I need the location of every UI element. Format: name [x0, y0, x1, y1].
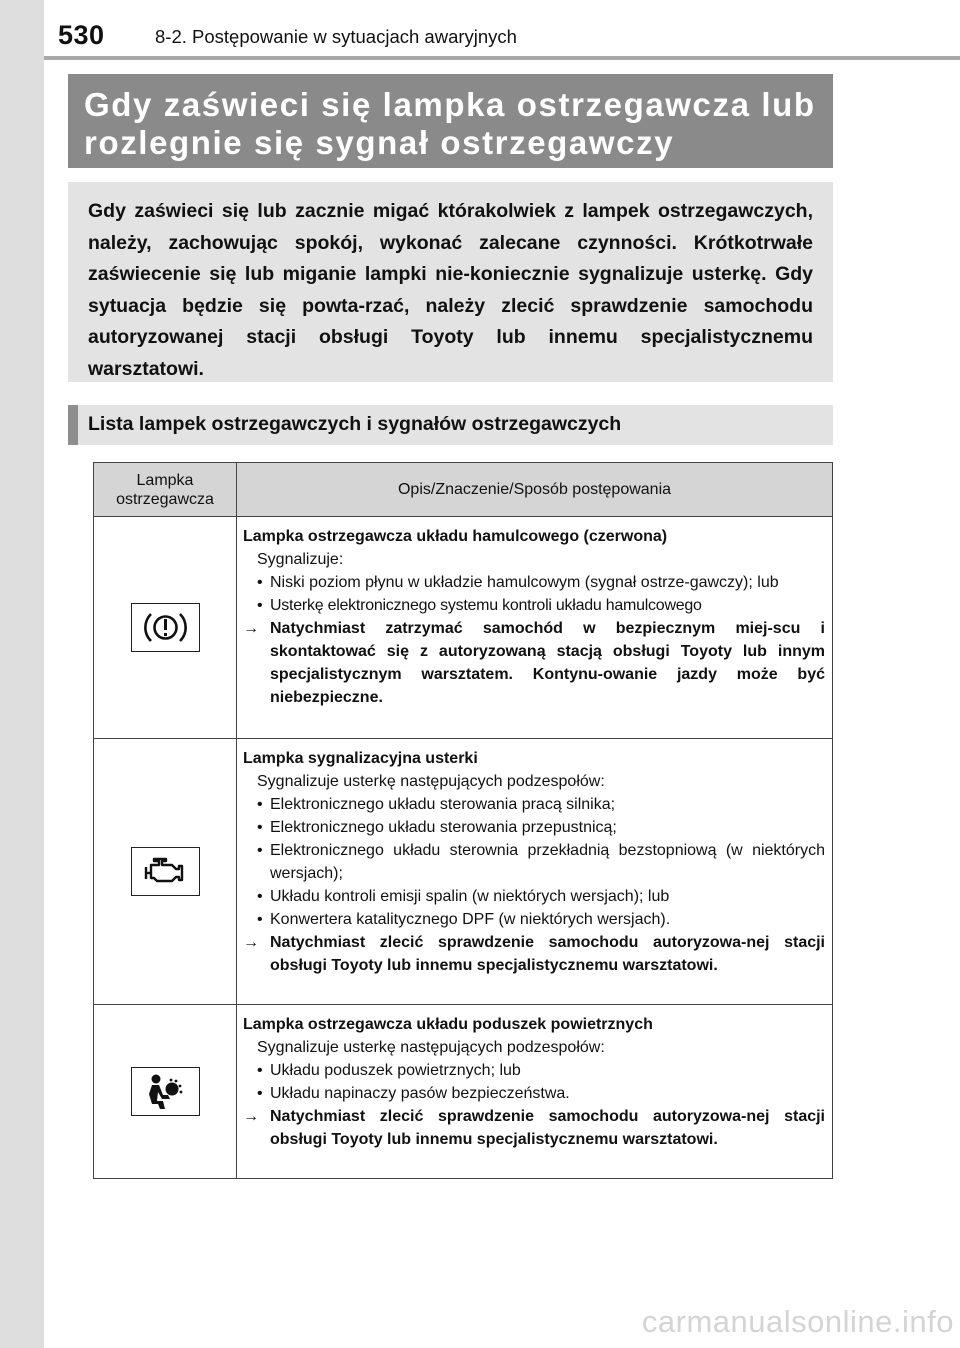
- subheading: Lista lampek ostrzegawczych i sygnałów ostrzegawczych: [68, 405, 833, 445]
- action-text: → Natychmiast zatrzymać samochód w bezpiecznym miej-scu i skontaktować się z autoryzowaną stacją obsługi Toyoty lub innym specjalistycznym warsztatem. Kontynu-owanie jazdy może być niebezpieczne.: [243, 617, 825, 709]
- watermark: carmanualsonline.info: [641, 1304, 954, 1339]
- page-header: [44, 20, 960, 58]
- lamp-title: Lampka ostrzegawcza układu hamulcowego (czerwona): [243, 528, 668, 545]
- description-cell: [237, 739, 833, 1005]
- list-item: • Układu kontroli emisji spalin (w niektórych wersjach); lub: [243, 885, 825, 908]
- action-text: → Natychmiast zlecić sprawdzenie samochodu autoryzowa-nej stacji obsługi Toyoty lub innemu specjalistycznemu warsztatowi.: [243, 1105, 825, 1151]
- list-item: • Konwertera katalitycznego DPF (w niektórych wersjach).: [243, 908, 825, 931]
- list-item: • Elektronicznego układu sterownia przekładnią bezstopniową (w niektórych wersjach);: [243, 839, 825, 885]
- icon-cell: [94, 739, 237, 1005]
- icon-cell: [94, 517, 237, 739]
- column-header-description: Opis/Znaczenie/Sposób postępowania: [237, 463, 833, 517]
- page-number: 530: [58, 20, 105, 50]
- action-text: → Natychmiast zlecić sprawdzenie samochodu autoryzowa-nej stacji obsługi Toyoty lub innemu specjalistycznemu warsztatowi.: [243, 931, 825, 977]
- page-title: Gdy zaświeci się lampka ostrzegawcza lub rozlegnie się sygnał ostrzegawczy: [68, 74, 833, 168]
- list-item: • Usterkę elektronicznego systemu kontroli układu hamulcowego: [243, 594, 825, 617]
- list-item: • Układu poduszek powietrznych; lub: [243, 1059, 825, 1082]
- signals-label: Sygnalizuje usterkę następujących podzespołów:: [257, 773, 605, 790]
- side-strip: [0, 0, 44, 1348]
- icon-cell: [94, 1005, 237, 1179]
- check-engine-icon: [131, 847, 200, 896]
- table-row: [94, 517, 833, 739]
- list-item: • Elektronicznego układu sterowania pracą silnika;: [243, 793, 825, 816]
- column-header-lamp: Lampka ostrzegawcza: [94, 463, 237, 517]
- lamp-title: Lampka ostrzegawcza układu poduszek powietrznych: [243, 1016, 653, 1033]
- section-title: 8-2. Postępowanie w sytuacjach awaryjnych: [155, 26, 517, 47]
- intro-text: Gdy zaświeci się lub zacznie migać którakolwiek z lampek ostrzegawczych, należy, zachowując spokój, wykonać zalecane czynności. Krótkotrwałe zaświecenie się lub miganie lampki nie-koniecznie sygnalizuje usterkę. Gdy sytuacja będzie się powta-rzać, należy zlecić sprawdzenie samochodu autoryzowanej stacji obsługi Toyoty lub innemu specjalistycznemu warsztatowi.: [68, 182, 833, 382]
- list-item: • Układu napinaczy pasów bezpieczeństwa.: [243, 1082, 825, 1105]
- table-row: [94, 739, 833, 1005]
- lamp-title: Lampka sygnalizacyjna usterki: [243, 750, 478, 767]
- header-rule: [44, 56, 960, 60]
- table-header-row: [94, 463, 833, 517]
- description-cell: [237, 1005, 833, 1179]
- airbag-warning-icon: [131, 1067, 200, 1116]
- warning-lamps-table: [93, 462, 833, 1179]
- signals-label: Sygnalizuje:: [257, 551, 344, 568]
- table-row: [94, 1005, 833, 1179]
- brake-warning-icon: [131, 603, 200, 652]
- list-item: • Elektronicznego układu sterowania przepustnicą;: [243, 816, 825, 839]
- list-item: • Niski poziom płynu w układzie hamulcowym (sygnał ostrze-gawczy); lub: [243, 571, 825, 594]
- description-cell: [237, 517, 833, 739]
- signals-label: Sygnalizuje usterkę następujących podzespołów:: [257, 1039, 605, 1056]
